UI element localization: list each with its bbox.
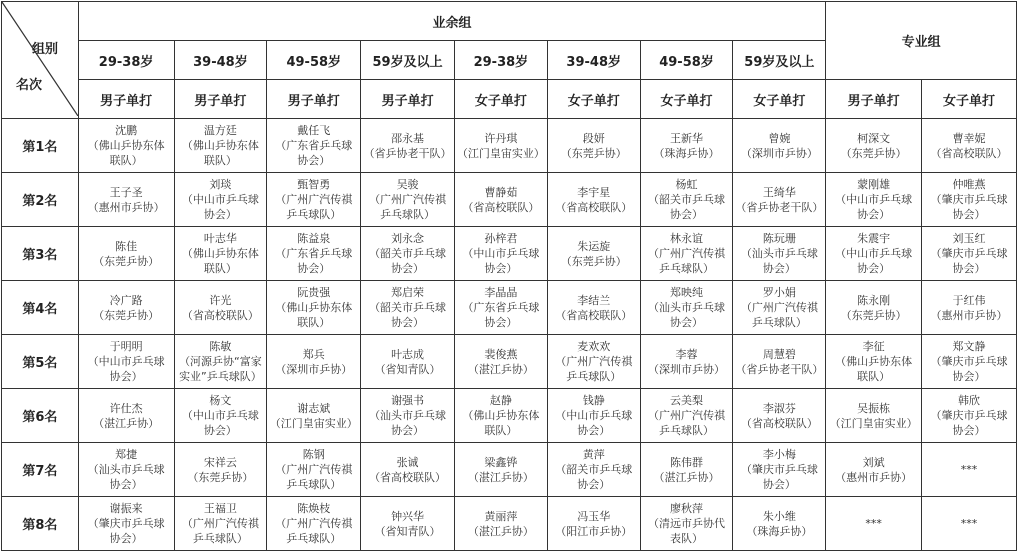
- result-cell: [267, 389, 361, 443]
- player-entry: 张诚 （省高校联队）: [369, 455, 447, 484]
- player-entry: 周慧碧 （省乒协老干队）: [735, 347, 824, 376]
- player-entry: 冯玉华 （阳江市乒协）: [555, 509, 633, 538]
- result-cell: [267, 497, 361, 551]
- player-entry: 郑捷 （汕头市乒乓球 协会）: [87, 448, 165, 491]
- player-entry: 许仕杰 （湛江乒协）: [93, 401, 160, 430]
- result-cell: [640, 281, 733, 335]
- player-entry: 梁鑫铧 （湛江乒协）: [467, 455, 534, 484]
- player-entry: 王新华 （珠海乒协）: [653, 131, 720, 160]
- corner-group-label: 组别: [32, 42, 59, 57]
- result-cell: [922, 227, 1017, 281]
- player-entry: ***: [960, 517, 978, 530]
- result-cell: [267, 173, 361, 227]
- result-cell: [826, 443, 922, 497]
- player-entry: 谢志斌 （江门皇宙实业）: [269, 401, 358, 430]
- result-cell: [454, 443, 547, 497]
- result-cell: [454, 497, 547, 551]
- result-cell: [640, 497, 733, 551]
- rank-cell: 第7名: [2, 443, 79, 497]
- result-cell: [547, 497, 640, 551]
- result-cell: [826, 335, 922, 389]
- player-entry: 刘琰 （中山市乒乓球 协会）: [181, 178, 259, 221]
- player-entry: 许丹琪 （江门皇宙实业）: [456, 131, 545, 160]
- age-header: 49-58岁: [640, 41, 733, 80]
- result-cell: [922, 119, 1017, 173]
- age-header: 39-48岁: [174, 41, 267, 80]
- player-entry: 麦欢欢 （广州广汽传祺 乒乓球队）: [555, 340, 633, 383]
- age-header: 59岁及以上: [733, 41, 826, 80]
- result-cell: [174, 335, 267, 389]
- result-cell: [361, 443, 455, 497]
- result-cell: [733, 227, 826, 281]
- result-cell: [922, 281, 1017, 335]
- player-entry: 黄萍 （韶关市乒乓球 协会）: [555, 448, 633, 491]
- player-entry: 邵永基 （省乒协老干队）: [363, 131, 452, 160]
- rank-cell: 第3名: [2, 227, 79, 281]
- result-cell: [267, 443, 361, 497]
- result-cell: [826, 389, 922, 443]
- player-entry: 陈益泉 （广东省乒乓球 协会）: [275, 232, 353, 275]
- table-row: [2, 335, 1017, 389]
- result-cell: [174, 497, 267, 551]
- age-header: 59岁及以上: [361, 41, 455, 80]
- player-entry: 朱运旋 （东莞乒协）: [560, 239, 627, 268]
- player-entry: 陈玩珊 （汕头市乒乓球 协会）: [740, 232, 818, 275]
- result-cell: [361, 281, 455, 335]
- player-entry: 钟兴华 （省知青队）: [374, 509, 441, 538]
- event-header: 女子单打: [922, 80, 1017, 119]
- result-cell: [454, 173, 547, 227]
- result-cell: [547, 443, 640, 497]
- player-entry: 沈鹏 （佛山乒协东体 联队）: [87, 124, 165, 167]
- player-entry: 陈敏 （河源乒协“富家 实业”乒乓球队）: [179, 340, 262, 383]
- player-entry: 裴俊燕 （湛江乒协）: [467, 347, 534, 376]
- amateur-group-header: 业余组: [78, 2, 826, 41]
- player-entry: 李蓉 （深圳市乒协）: [648, 347, 726, 376]
- result-cell: [78, 119, 174, 173]
- result-cell: [174, 281, 267, 335]
- event-header: 男子单打: [174, 80, 267, 119]
- player-entry: 吴振栋 （江门皇宙实业）: [829, 401, 918, 430]
- result-cell: [454, 281, 547, 335]
- player-entry: 赵静 （佛山乒协东体 联队）: [462, 394, 540, 437]
- pro-group-header: 专业组: [826, 2, 1017, 80]
- result-cell: [454, 335, 547, 389]
- player-entry: 廖秋萍 （清远市乒协代 表队）: [648, 502, 726, 545]
- result-cell: [733, 335, 826, 389]
- age-header: 39-48岁: [547, 41, 640, 80]
- result-cell: [733, 389, 826, 443]
- player-entry: 罗小娟 （广州广汽传祺 乒乓球队）: [740, 286, 818, 329]
- player-entry: 黄丽萍 （湛江乒协）: [467, 509, 534, 538]
- player-entry: 林永谊 （广州广汽传祺 乒乓球队）: [648, 232, 726, 275]
- result-cell: [640, 119, 733, 173]
- result-cell: [826, 281, 922, 335]
- result-cell: [733, 119, 826, 173]
- rank-cell: 第8名: [2, 497, 79, 551]
- result-cell: [733, 281, 826, 335]
- player-entry: 郑兵 （深圳市乒协）: [275, 347, 353, 376]
- player-entry: 刘玉红 （肇庆市乒乓球 协会）: [930, 232, 1008, 275]
- event-header: 男子单打: [78, 80, 174, 119]
- player-entry: 陈伟群 （湛江乒协）: [653, 455, 720, 484]
- table-row: [2, 389, 1017, 443]
- result-cell: [640, 173, 733, 227]
- results-table: [1, 1, 1017, 551]
- player-entry: 戴任飞 （广东省乒乓球 协会）: [275, 124, 353, 167]
- result-cell: [361, 335, 455, 389]
- result-cell: [174, 119, 267, 173]
- player-entry: 杨虹 （韶关市乒乓球 协会）: [648, 178, 726, 221]
- result-cell: [733, 173, 826, 227]
- result-cell: [640, 443, 733, 497]
- rank-cell: 第2名: [2, 173, 79, 227]
- result-cell: [361, 227, 455, 281]
- result-cell: [361, 497, 455, 551]
- result-cell: [826, 173, 922, 227]
- result-cell: [922, 389, 1017, 443]
- result-cell: [454, 119, 547, 173]
- rank-cell: 第4名: [2, 281, 79, 335]
- result-cell: [547, 119, 640, 173]
- result-cell: [547, 335, 640, 389]
- age-header: 29-38岁: [454, 41, 547, 80]
- player-entry: 陈永刚 （东莞乒协）: [840, 293, 907, 322]
- result-cell: [826, 227, 922, 281]
- result-cell: [78, 281, 174, 335]
- result-cell: [267, 281, 361, 335]
- table-row: [2, 173, 1017, 227]
- event-header: 女子单打: [454, 80, 547, 119]
- table-row: [2, 119, 1017, 173]
- player-entry: ***: [960, 463, 978, 476]
- event-header: 男子单打: [826, 80, 922, 119]
- player-entry: 蒙刚雄 （中山市乒乓球 协会）: [835, 178, 913, 221]
- result-cell: [922, 173, 1017, 227]
- result-cell: [267, 335, 361, 389]
- player-entry: 温方廷 （佛山乒协东体 联队）: [181, 124, 259, 167]
- result-cell: [826, 119, 922, 173]
- player-entry: 李征 （佛山乒协东体 联队）: [835, 340, 913, 383]
- result-cell: [547, 227, 640, 281]
- result-cell: [454, 227, 547, 281]
- player-entry: 钱静 （中山市乒乓球 协会）: [555, 394, 633, 437]
- result-cell: [78, 335, 174, 389]
- result-cell: [78, 227, 174, 281]
- player-entry: 李宇星 （省高校联队）: [555, 185, 633, 214]
- player-entry: 谢振来 （肇庆市乒乓球 协会）: [87, 502, 165, 545]
- result-cell: [640, 227, 733, 281]
- result-cell: [547, 173, 640, 227]
- player-entry: 仲唯燕 （肇庆市乒乓球 协会）: [930, 178, 1008, 221]
- player-entry: 冷广路 （东莞乒协）: [93, 293, 160, 322]
- corner-header-cell: [2, 2, 79, 119]
- result-cell: [826, 497, 922, 551]
- player-entry: 王绮华 （省乒协老干队）: [735, 185, 824, 214]
- player-entry: 曹静茹 （省高校联队）: [462, 185, 540, 214]
- player-entry: 李小梅 （肇庆市乒乓球 协会）: [740, 448, 818, 491]
- result-cell: [78, 443, 174, 497]
- result-cell: [174, 389, 267, 443]
- player-entry: 郑启荣 （韶关市乒乓球 协会）: [369, 286, 447, 329]
- result-cell: [267, 119, 361, 173]
- player-entry: 杨文 （中山市乒乓球 协会）: [181, 394, 259, 437]
- age-header: 49-58岁: [267, 41, 361, 80]
- player-entry: 于红伟 （惠州市乒协）: [930, 293, 1008, 322]
- player-entry: 甄智勇 （广州广汽传祺 乒乓球队）: [275, 178, 353, 221]
- rank-cell: 第1名: [2, 119, 79, 173]
- player-entry: 叶志成 （省知青队）: [374, 347, 441, 376]
- result-cell: [922, 335, 1017, 389]
- player-entry: 叶志华 （佛山乒协东体 联队）: [181, 232, 259, 275]
- rank-cell: 第5名: [2, 335, 79, 389]
- player-entry: 刘斌 （惠州市乒协）: [835, 455, 913, 484]
- player-entry: 陈佳 （东莞乒协）: [93, 239, 160, 268]
- player-entry: 朱震宇 （中山市乒乓球 协会）: [835, 232, 913, 275]
- player-entry: 曾婉 （深圳市乒协）: [740, 131, 818, 160]
- player-entry: 王子圣 （惠州市乒协）: [87, 185, 165, 214]
- result-cell: [174, 173, 267, 227]
- player-entry: 阮贵强 （佛山乒协东体 联队）: [275, 286, 353, 329]
- player-entry: 王福卫 （广州广汽传祺 乒乓球队）: [181, 502, 259, 545]
- age-header: 29-38岁: [78, 41, 174, 80]
- result-cell: [640, 389, 733, 443]
- player-entry: 朱小维 （珠海乒协）: [746, 509, 813, 538]
- result-cell: [922, 443, 1017, 497]
- result-cell: [733, 497, 826, 551]
- player-entry: 郑文静 （肇庆市乒乓球 协会）: [930, 340, 1008, 383]
- player-entry: 陈焕枝 （广州广汽传祺 乒乓球队）: [275, 502, 353, 545]
- event-header: 女子单打: [547, 80, 640, 119]
- event-header: 女子单打: [733, 80, 826, 119]
- result-cell: [361, 173, 455, 227]
- result-cell: [547, 389, 640, 443]
- result-cell: [547, 281, 640, 335]
- result-cell: [361, 389, 455, 443]
- result-cell: [454, 389, 547, 443]
- result-cell: [174, 227, 267, 281]
- player-entry: 许光 （省高校联队）: [181, 293, 259, 322]
- event-header: 女子单打: [640, 80, 733, 119]
- player-entry: 李晶晶 （广东省乒乓球 协会）: [462, 286, 540, 329]
- result-cell: [733, 443, 826, 497]
- result-cell: [267, 227, 361, 281]
- player-entry: 云美梨 （广州广汽传祺 乒乓球队）: [648, 394, 726, 437]
- result-cell: [78, 173, 174, 227]
- table-row: [2, 443, 1017, 497]
- player-entry: 韩欣 （肇庆市乒乓球 协会）: [930, 394, 1008, 437]
- player-entry: 段妍 （东莞乒协）: [560, 131, 627, 160]
- player-entry: 宋祥云 （东莞乒协）: [187, 455, 254, 484]
- event-header: 男子单打: [361, 80, 455, 119]
- player-entry: 孙梓君 （中山市乒乓球 协会）: [462, 232, 540, 275]
- player-entry: 吴骏 （广州广汽传祺 乒乓球队）: [369, 178, 447, 221]
- player-entry: 刘永念 （韶关市乒乓球 协会）: [369, 232, 447, 275]
- player-entry: 郑映纯 （汕头市乒乓球 协会）: [648, 286, 726, 329]
- player-entry: 李淑芬 （省高校联队）: [740, 401, 818, 430]
- result-cell: [640, 335, 733, 389]
- corner-diagonal-line: [2, 2, 78, 116]
- player-entry: 曹幸妮 （省高校联队）: [930, 131, 1008, 160]
- result-cell: [78, 497, 174, 551]
- table-row: [2, 227, 1017, 281]
- player-entry: 柯深文 （东莞乒协）: [840, 131, 907, 160]
- table-row: [2, 497, 1017, 551]
- event-header: 男子单打: [267, 80, 361, 119]
- result-cell: [361, 119, 455, 173]
- player-entry: 于明明 （中山市乒乓球 协会）: [87, 340, 165, 383]
- player-entry: 谢强书 （汕头市乒乓球 协会）: [369, 394, 447, 437]
- result-cell: [174, 443, 267, 497]
- player-entry: 陈钢 （广州广汽传祺 乒乓球队）: [275, 448, 353, 491]
- result-cell: [922, 497, 1017, 551]
- table-row: [2, 281, 1017, 335]
- player-entry: 李结兰 （省高校联队）: [555, 293, 633, 322]
- player-entry: ***: [865, 517, 882, 530]
- result-cell: [78, 389, 174, 443]
- corner-rank-label: 名次: [16, 78, 43, 93]
- rank-cell: 第6名: [2, 389, 79, 443]
- results-body: [2, 119, 1017, 551]
